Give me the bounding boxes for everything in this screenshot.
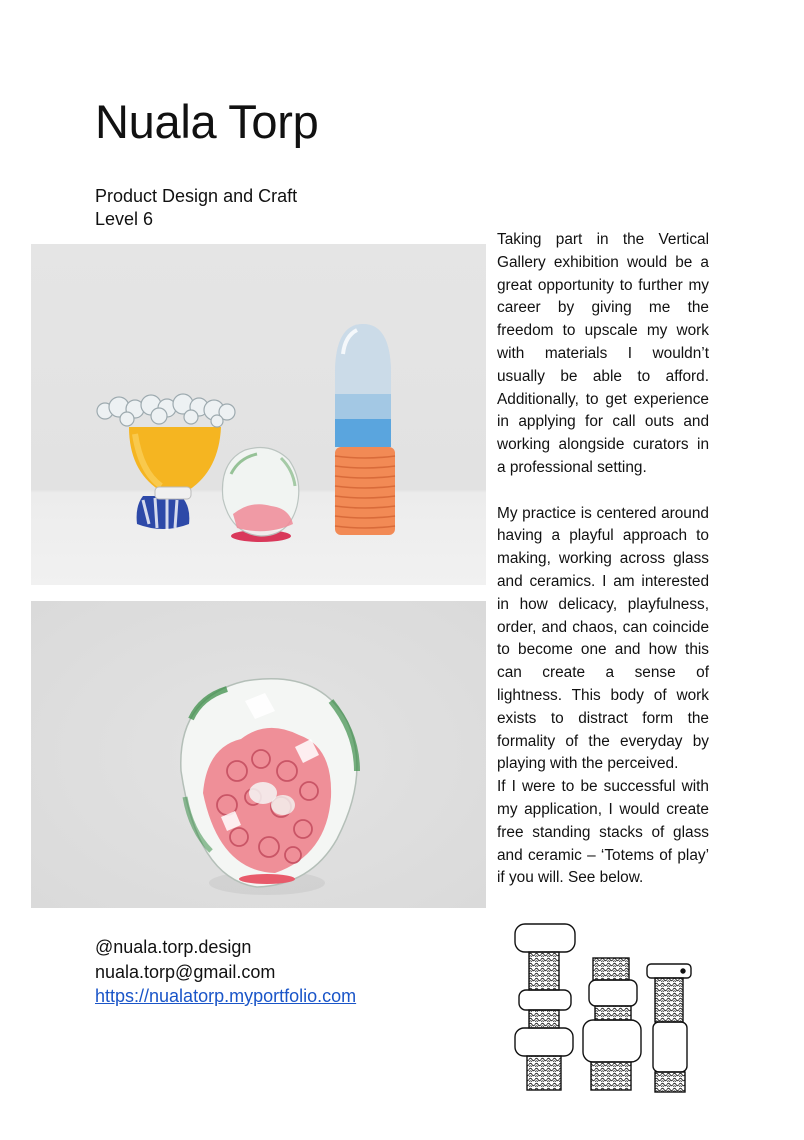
glass-sphere-closeup bbox=[181, 679, 357, 895]
statement-paragraph-2: My practice is centered around having a playful approach to making, working across glass and ceramics. I am interested in how delicacy, playfulness, order, and chaos, can coincide to become one and how this can create a sense of lightness. This body of work exists to distract form the formality of the everyday by playing with the perceived. bbox=[497, 504, 709, 773]
contact-info bbox=[95, 935, 356, 1007]
program-info bbox=[95, 185, 297, 231]
statement-paragraph-3: If I were to be successful with my application, I would create free standing stacks of glass and ceramic – ‘Totems of play’ if you will. See below. bbox=[497, 778, 709, 887]
blue-dome-object bbox=[335, 324, 395, 535]
instagram-handle: @nuala.torp.design bbox=[95, 937, 252, 957]
portfolio-link[interactable]: https://nualatorp.myportfolio.com bbox=[95, 986, 357, 1006]
artwork-closeup-image bbox=[31, 601, 486, 908]
yellow-cup-object bbox=[97, 394, 235, 530]
glass-sphere-object bbox=[222, 448, 298, 542]
totems-sketch bbox=[493, 912, 737, 1098]
email-address: nuala.torp@gmail.com bbox=[95, 962, 276, 982]
totems-sketch-image bbox=[493, 912, 737, 1098]
artist-statement bbox=[497, 229, 709, 890]
artist-name: Nuala Torp bbox=[95, 95, 319, 148]
artwork-photo-group bbox=[31, 244, 486, 585]
program-name: Product Design and Craft bbox=[95, 186, 298, 206]
artwork-photo-closeup bbox=[31, 601, 486, 908]
artwork-group-image bbox=[31, 244, 486, 585]
statement-paragraph-1: Taking part in the Vertical Gallery exhibition would be a great opportunity to further my career by giving me the freedom to upscale my work with materials I wouldn’t usually be able to afford. Additionally, to get experience in applying for call outs and working alongside curators in a professional setting. bbox=[497, 231, 709, 476]
program-level: Level 6 bbox=[95, 209, 154, 229]
